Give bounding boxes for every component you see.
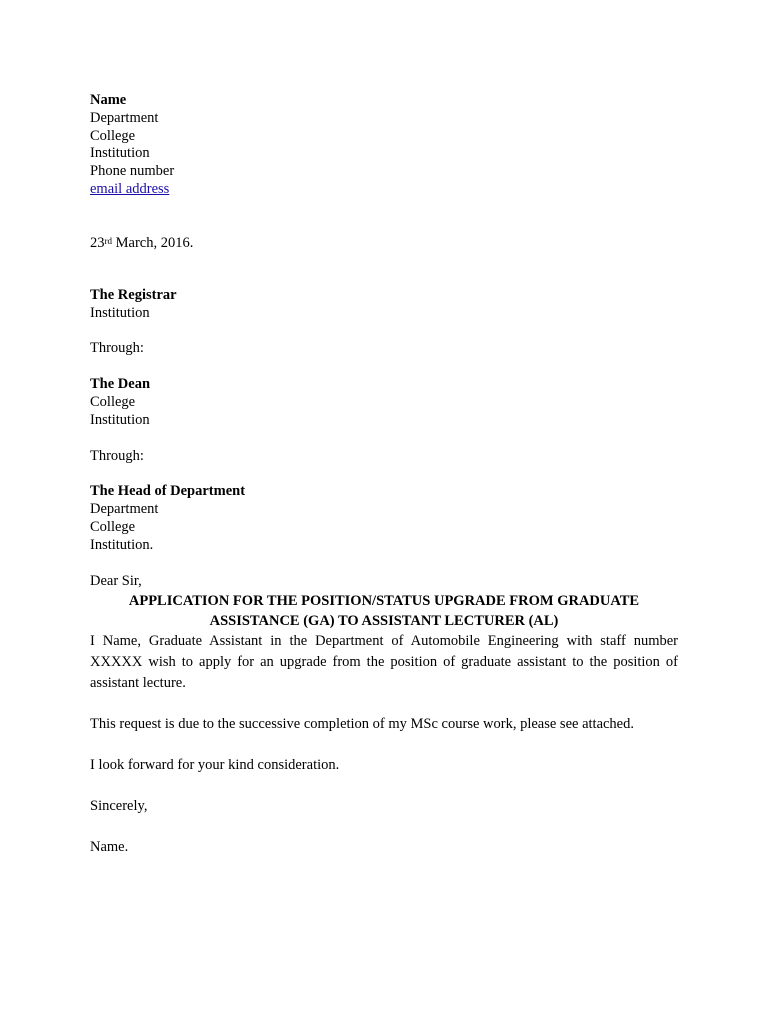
dean-institution: Institution [90,411,150,428]
sender-phone: Phone number [90,163,175,180]
date-suffix: rd [104,235,112,246]
subject-line-1: APPLICATION FOR THE POSITION/STATUS UPGRADE FROM GRADUATE [128,593,640,610]
sender-name: Name [90,92,127,108]
salutation: Dear Sir, [90,572,142,589]
date-day: 23 [90,234,105,251]
recipient-title: The Registrar [90,286,177,303]
dean-block [90,376,678,429]
recipient-institution: Institution [90,304,150,321]
hod-college: College [90,518,136,535]
through-label-1: Through: [90,340,144,357]
signature-name: Name. [90,838,129,855]
dean-title: The Dean [90,376,151,393]
through-label-2: Through: [90,447,144,464]
body-paragraph-1: I Name, Graduate Assistant in the Department of Automobile Engineering with staff number XXXXX wish to apply for an upgrade from the position of graduate assistant to the position of assistant lecture. [90,633,678,691]
recipient-block [90,287,678,323]
hod-block [90,483,678,554]
sender-college: College [90,127,136,144]
date-rest: March, 2016. [112,234,194,251]
letter-date [90,234,678,252]
sender-department: Department [90,109,159,126]
hod-title: The Head of Department [90,483,246,500]
letter-page [90,92,678,858]
sender-block [90,92,678,199]
body-paragraph-3: I look forward for your kind consideration. [90,756,340,773]
subject-line-2: ASSISTANCE (GA) TO ASSISTANT LECTURER (AL) [209,613,559,630]
dean-college: College [90,393,136,410]
hod-institution: Institution. [90,536,154,553]
subject-heading [90,591,678,631]
closing: Sincerely, [90,797,148,814]
sender-institution: Institution [90,145,150,162]
hod-department: Department [90,501,159,518]
sender-email-link[interactable]: email address [90,180,170,197]
body-paragraph-2: This request is due to the successive completion of my MSc course work, please see attached. [90,715,634,732]
